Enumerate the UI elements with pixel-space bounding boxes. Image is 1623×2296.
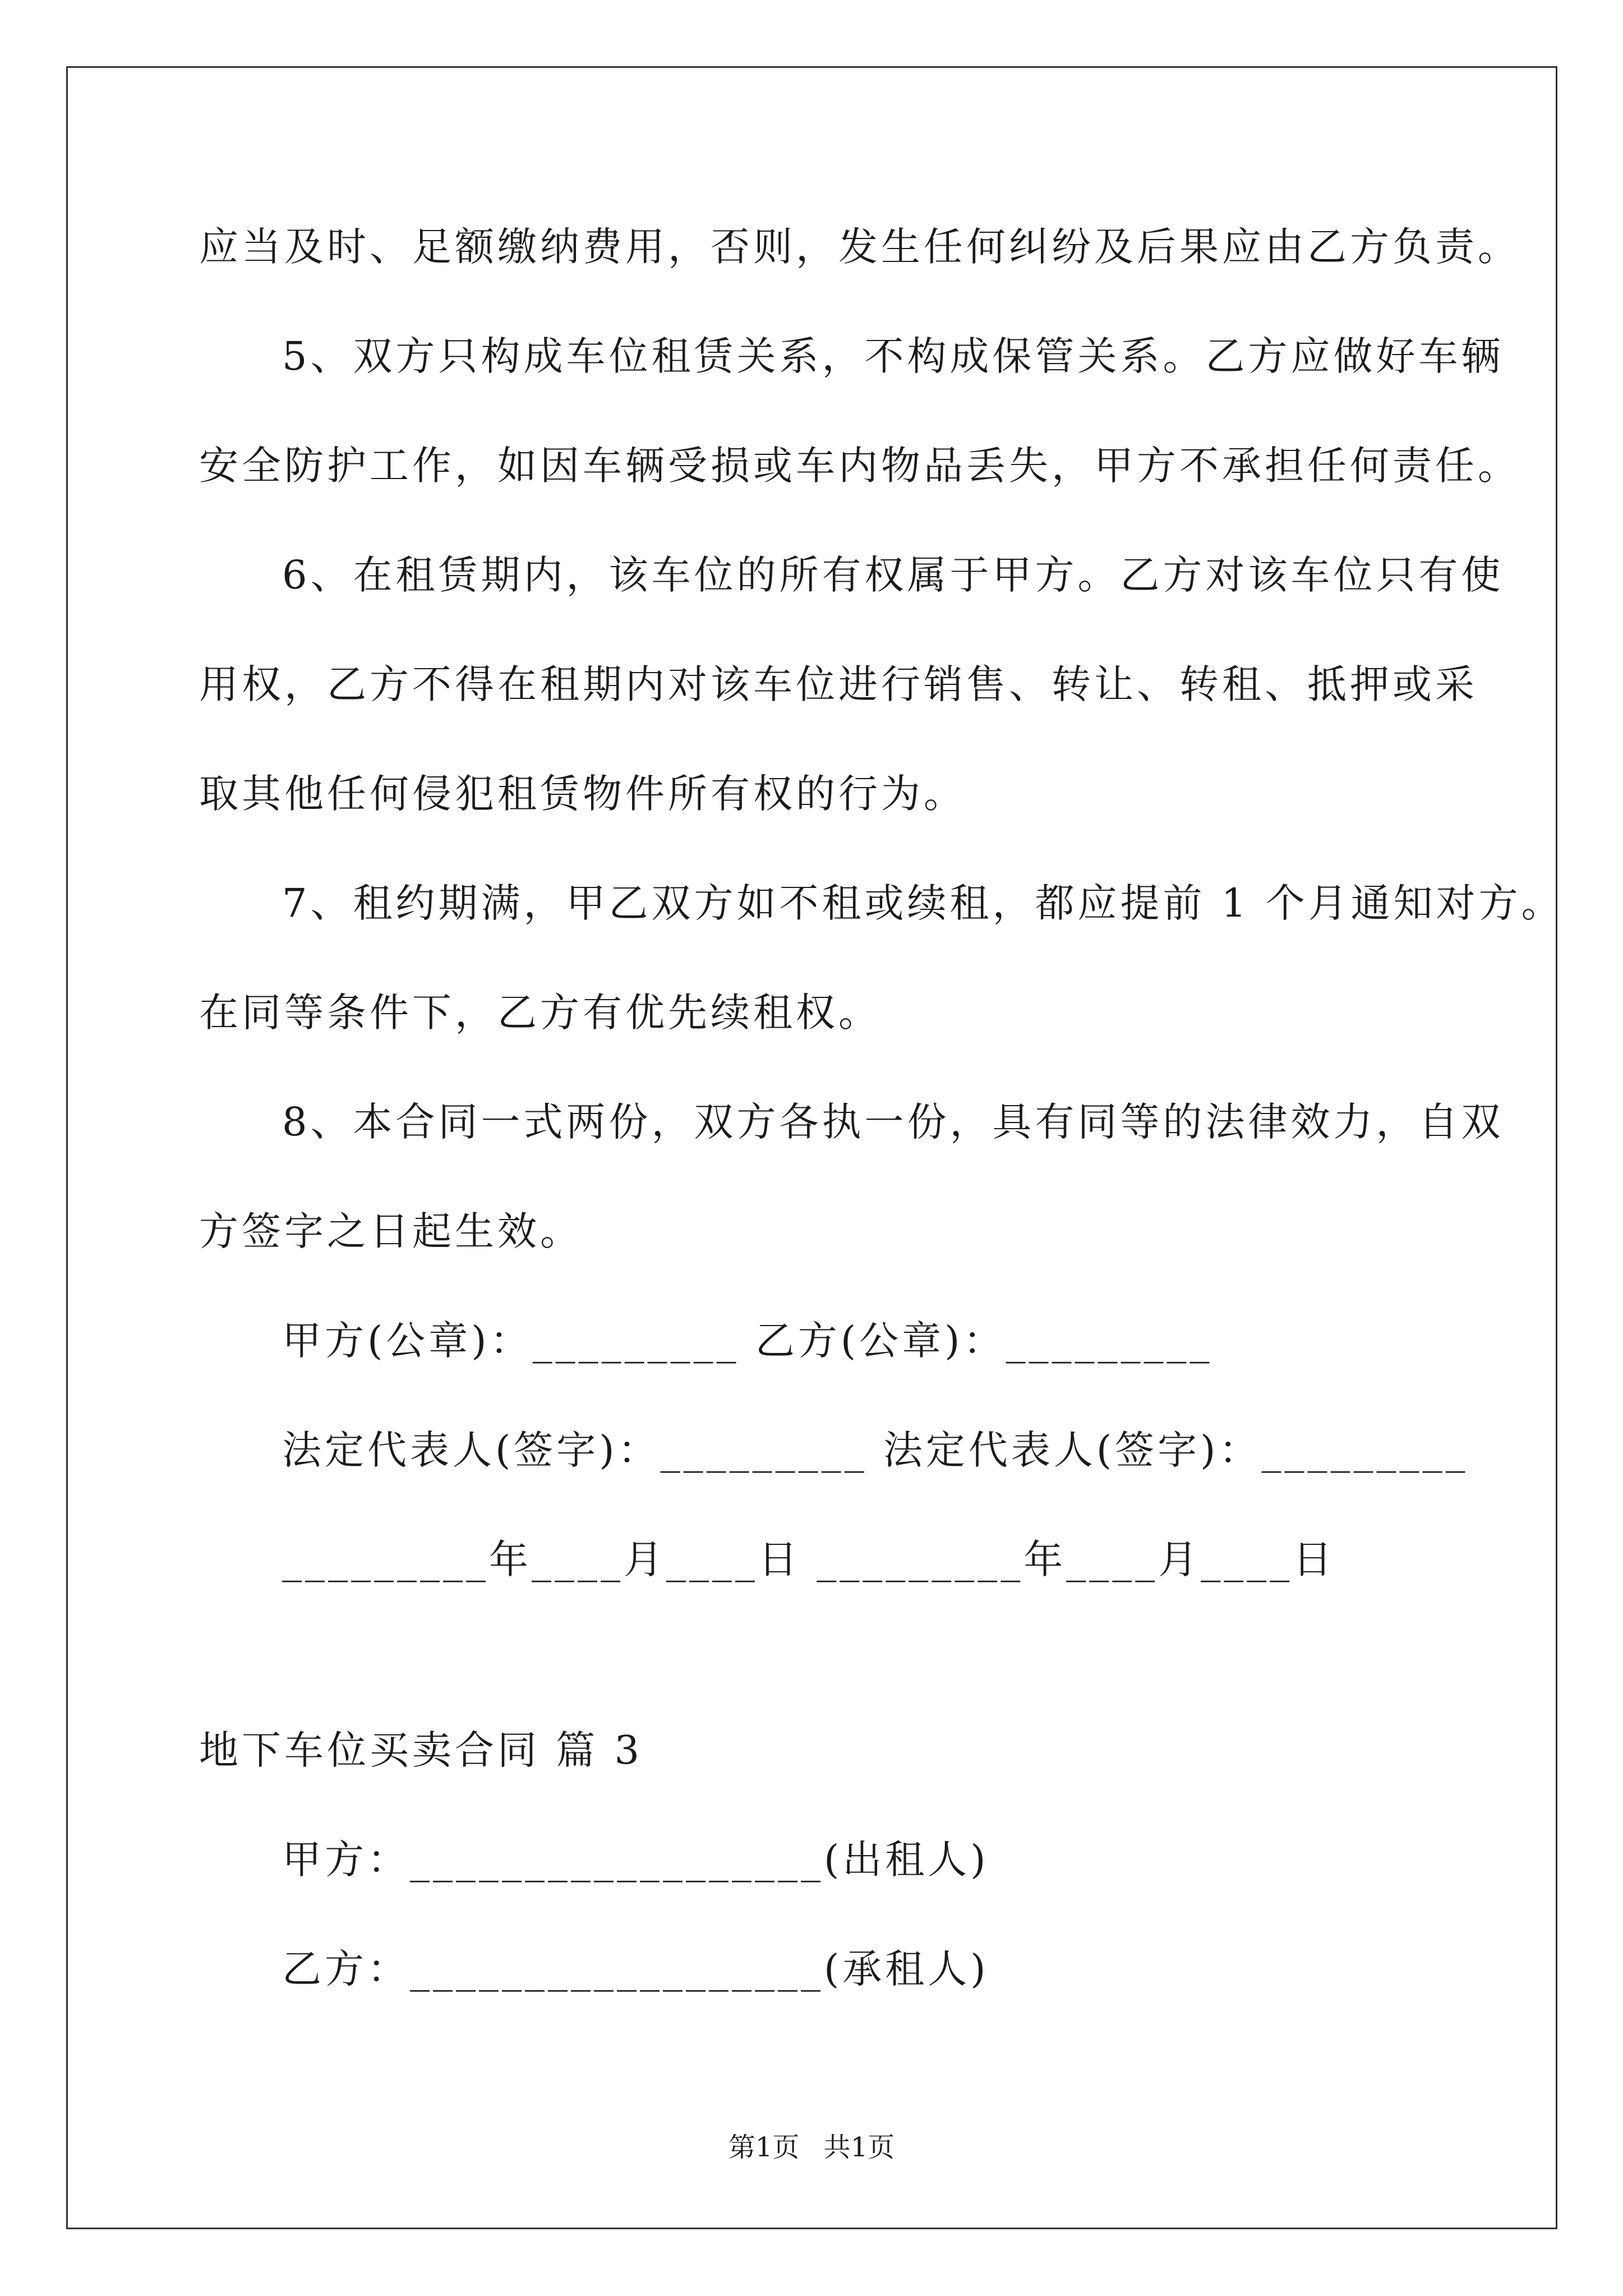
text-line-9: 8、本合同一式两份，双方各执一份，具有同等的法律效力，自双	[282, 1099, 1504, 1145]
page-number: 第1页	[728, 2132, 800, 2163]
section-title: 地下车位买卖合同 篇 3	[199, 1727, 643, 1773]
text-line-7: 7、租约期满，甲乙双方如不租或续租，都应提前 1 个月通知对方。	[282, 880, 1564, 926]
page-footer	[0, 2134, 1623, 2161]
page-border	[66, 66, 1557, 2229]
party-b-line: 乙方：__________________(承租人)	[282, 1946, 989, 1992]
text-line-10: 方签字之日起生效。	[199, 1208, 583, 1254]
text-line-3: 安全防护工作，如因车辆受损或车内物品丢失，甲方不承担任何责任。	[199, 443, 1520, 489]
text-line-8: 在同等条件下，乙方有优先续租权。	[199, 990, 881, 1036]
text-line-2: 5、双方只构成车位租赁关系，不构成保管关系。乙方应做好车辆	[282, 333, 1504, 379]
text-line-6: 取其他任何侵犯租赁物件所有权的行为。	[199, 771, 966, 817]
date-line: _________年____月____日 _________年____月____日	[282, 1536, 1336, 1582]
text-line-5: 用权，乙方不得在租期内对该车位进行销售、转让、转租、抵押或采	[199, 661, 1478, 707]
party-a-line: 甲方：__________________(出租人)	[282, 1837, 989, 1883]
page-total: 共1页	[823, 2132, 895, 2163]
seal-line: 甲方(公章)：_________ 乙方(公章)：_________	[282, 1318, 1213, 1364]
representative-signature-line: 法定代表人(签字)：_________ 法定代表人(签字)：_________	[282, 1427, 1469, 1473]
text-line-4: 6、在租赁期内，该车位的所有权属于甲方。乙方对该车位只有使	[282, 552, 1504, 598]
text-line-1: 应当及时、足额缴纳费用，否则，发生任何纠纷及后果应由乙方负责。	[199, 224, 1520, 270]
